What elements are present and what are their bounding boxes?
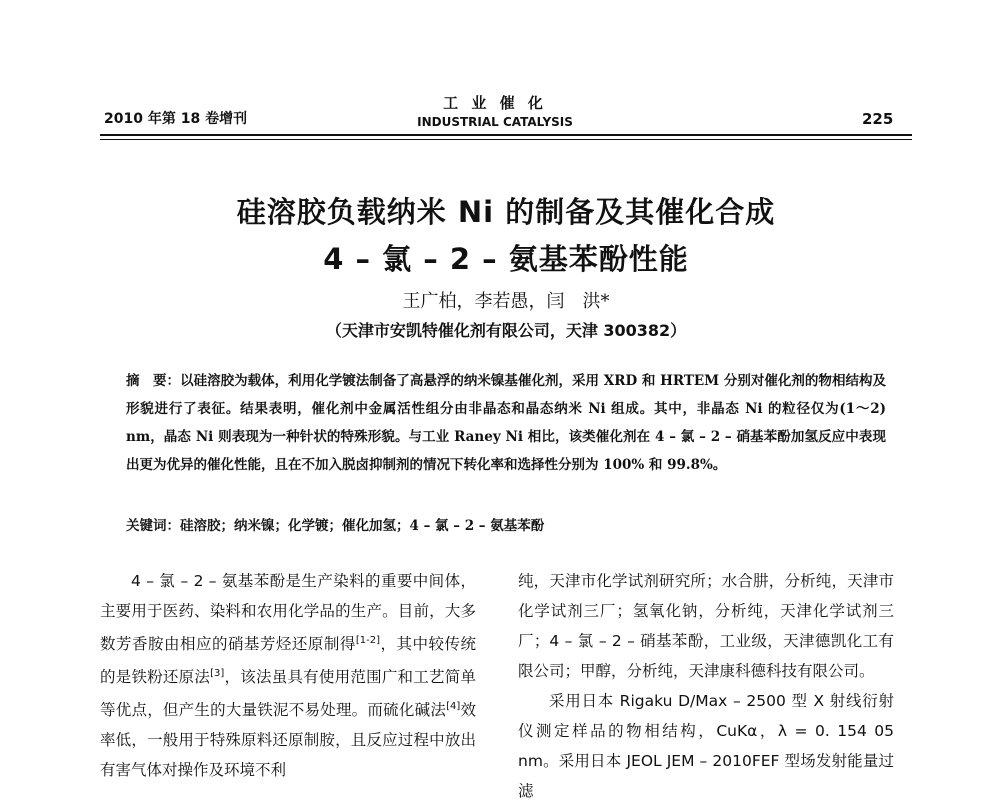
body-paragraph: 纯，天津市化学试剂研究所；水合肼，分析纯，天津市化学试剂三厂；氢氧化钠，分析纯，天津化学试剂三厂；4 – 氯 – 2 – 硝基苯酚，工业级，天津德凯化工有限公司；甲醇，分析纯，天津康科德科技有限公司。 [518, 572, 894, 680]
body-column-left [100, 566, 476, 785]
header-rule-thin [100, 139, 912, 140]
journal-name-cn: 工 业 催 化 [443, 94, 547, 112]
body-paragraph [100, 566, 476, 785]
text-run: ，该法虽具有使用范围广和工艺简单等优点，但产生的大量铁泥不易处理。而硫化碱法 [100, 668, 476, 720]
body-paragraph: 采用日本 Rigaku D/Max – 2500 型 X 射线衍射仪测定样品的物相结构，CuKα，λ = 0. 154 05 nm。采用日本 JEOL JEM – 2010FEF 型场发射能量过滤 [518, 692, 894, 800]
citation[interactable]: [4] [446, 701, 461, 713]
abstract-label: 摘 要： [126, 373, 181, 389]
journal-header [380, 92, 610, 129]
affiliation: （天津市安凯特催化剂有限公司，天津 300382） [325, 321, 687, 340]
header-rule-thick [100, 134, 912, 136]
issue-info: 2010 年第 18 卷增刊 [104, 111, 248, 127]
citation[interactable]: [1-2] [355, 635, 381, 646]
paper-title-line2: 4 – 氯 – 2 – 氨基苯酚性能 [323, 242, 689, 276]
page-number: 225 [862, 110, 894, 128]
keywords-label: 关键词： [126, 518, 180, 534]
authors: 王广柏，李若愚，闫 洪* [402, 291, 610, 312]
journal-name-en: INDUSTRIAL CATALYSIS [417, 115, 573, 129]
body-column-right [518, 566, 894, 806]
text-run: 效率低，一般用于特殊原料还原制胺，且反应过程中放出有害气体对操作及环境不利 [100, 701, 476, 780]
text-run: 4 – 氯 – 2 – 氨基苯酚是生产染料的重要中间体，主要用于医药、染料和农用化学品的生产。目前，大多数芳香胺由相应的硝基芳烃还原制得 [100, 572, 476, 654]
abstract-text: 以硅溶胶为载体，利用化学镀法制备了高悬浮的纳米镍基催化剂，采用 XRD 和 HRTEM 分别对催化剂的物相结构及形貌进行了表征。结果表明，催化剂中金属活性组分由非晶态和晶态纳米 Ni 组成。其中，非晶态 Ni 的粒径仅为(1～2) nm，晶态 Ni 则表现为一种针状的特殊形貌。与工业 Raney Ni 相比，该类催化剂在 4 – 氯 – 2 – 硝基苯酚加氢反应中表现出更为优异的催化性能，且在不加入脱卤抑制剂的情况下转化率和选择性分别为 100% 和 99.8%。 [126, 373, 886, 473]
abstract [126, 367, 886, 479]
keywords [126, 514, 886, 534]
citation[interactable]: [3] [210, 668, 225, 680]
keywords-text: 硅溶胶；纳米镍；化学镀；催化加氢；4 – 氯 – 2 – 氨基苯酚 [180, 518, 545, 534]
paper-title-line1: 硅溶胶负载纳米 Ni 的制备及其催化合成 [236, 195, 776, 229]
text-run: ，其中较传统的是铁粉还原法 [100, 635, 476, 687]
